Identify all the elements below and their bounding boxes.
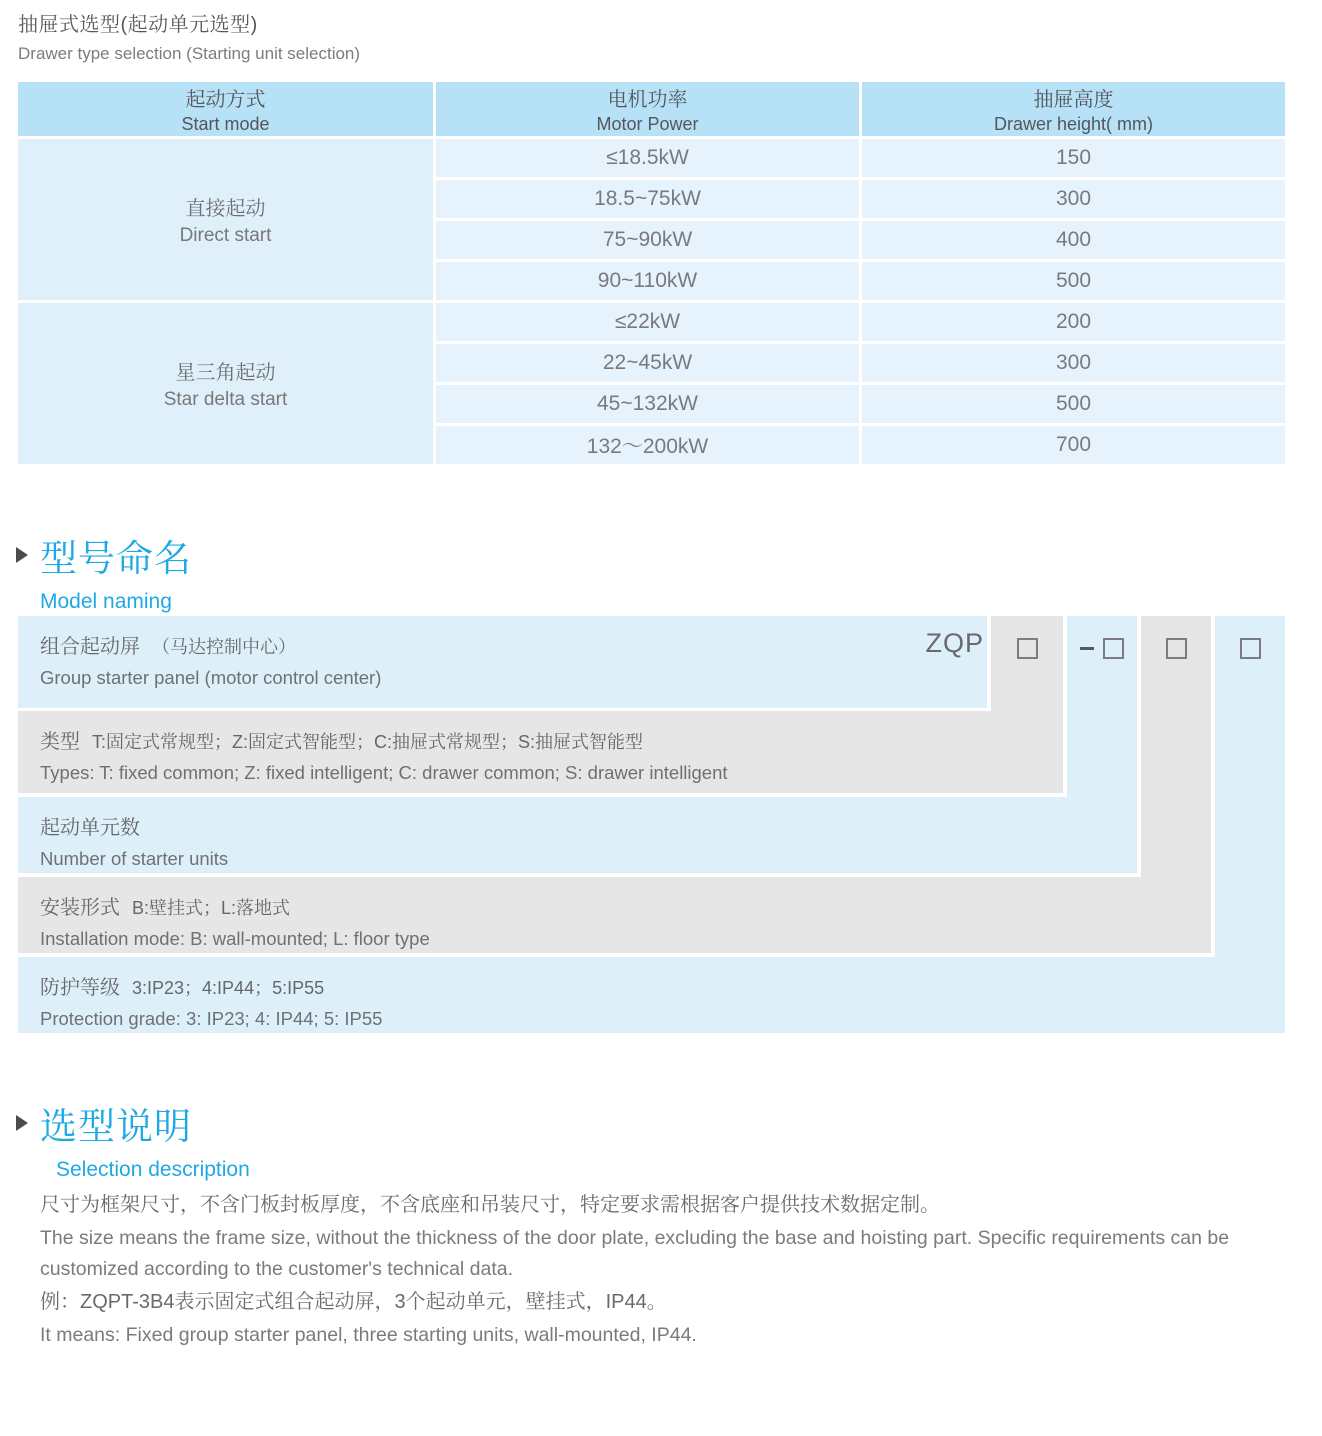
mode-cell-direct-start	[18, 139, 433, 300]
naming-installation-cn-detail: B:壁挂式；L:落地式	[132, 898, 291, 918]
height-cell: 700	[862, 426, 1285, 464]
naming-protection-en: Protection grade: 3: IP23; 4: IP44; 5: IP55	[40, 1008, 383, 1029]
height-cell: 150	[862, 139, 1285, 177]
mode-star-delta-cn: 星三角起动	[175, 362, 276, 384]
mode-star-delta-en: Star delta start	[163, 389, 288, 410]
power-cell: ≤22kW	[436, 303, 859, 341]
naming-type-en: Types: T: fixed common; Z: fixed intelligent; C: drawer common; S: drawer intelligent	[40, 762, 728, 783]
dash-icon	[1080, 647, 1094, 650]
model-digit-box-icon	[1166, 638, 1187, 659]
mode-direct-cn: 直接起动	[185, 198, 266, 220]
header-drawer-height-cn: 抽屉高度	[1033, 89, 1114, 111]
height-cell: 300	[862, 344, 1285, 382]
naming-type-cn-detail: T:固定式常规型；Z:固定式智能型；C:抽屉式常规型；S:抽屉式智能型	[92, 732, 644, 752]
power-cell: 45~132kW	[436, 385, 859, 423]
page-title	[18, 8, 360, 64]
naming-panel-cn: 组合起动屏	[40, 636, 140, 658]
drawer-selection-table	[18, 82, 1285, 464]
header-motor-power-en: Motor Power	[596, 114, 699, 134]
naming-type-cn: 类型	[40, 731, 80, 753]
header-drawer-height-en: Drawer height( mm)	[993, 114, 1154, 134]
selection-heading-cn: 选型说明	[40, 1106, 192, 1147]
mode-direct-en: Direct start	[179, 225, 272, 246]
section-arrow-icon	[16, 547, 28, 563]
example-cn: 例：ZQPT-3B4表示固定式组合起动屏，3个起动单元，壁挂式，IP44。	[40, 1291, 667, 1313]
height-cell: 200	[862, 303, 1285, 341]
dash-box-group	[1080, 638, 1124, 659]
naming-panel-en: Group starter panel (motor control center)	[40, 667, 382, 688]
selection-heading-en: Selection description	[56, 1158, 250, 1181]
naming-row-panel	[18, 616, 987, 708]
naming-row-type	[18, 711, 1063, 793]
naming-installation-cn: 安装形式	[40, 897, 120, 919]
selection-description-heading	[16, 1096, 250, 1182]
model-naming-heading-cn: 型号命名	[40, 538, 192, 579]
model-code: ZQP	[925, 628, 984, 658]
naming-protection-cn: 防护等级	[40, 977, 120, 999]
table-header-start-mode	[18, 82, 433, 136]
page-title-en: Drawer type selection (Starting unit selection)	[18, 44, 361, 63]
naming-panel-cn-detail: （马达控制中心）	[152, 637, 296, 657]
header-start-mode-en: Start mode	[181, 114, 270, 134]
model-digit-box-icon	[1103, 638, 1124, 659]
naming-units-cn: 起动单元数	[40, 817, 140, 839]
naming-protection-cn-detail: 3:IP23；4:IP44；5:IP55	[132, 978, 325, 998]
height-cell: 500	[862, 262, 1285, 300]
section-arrow-icon	[16, 1115, 28, 1131]
height-cell: 500	[862, 385, 1285, 423]
header-start-mode-cn: 起动方式	[185, 89, 266, 111]
mode-cell-star-delta-start	[18, 303, 433, 464]
example-en: It means: Fixed group starter panel, three starting units, wall-mounted, IP44.	[40, 1324, 697, 1346]
naming-units-en: Number of starter units	[40, 848, 229, 869]
height-cell: 400	[862, 221, 1285, 259]
model-digit-box-icon	[1240, 638, 1261, 659]
power-cell: 22~45kW	[436, 344, 859, 382]
naming-row-protection	[18, 957, 1285, 1033]
table-header-drawer-height	[862, 82, 1285, 136]
selection-description	[40, 1190, 1292, 1353]
height-cell: 300	[862, 180, 1285, 218]
model-digit-box-icon	[1017, 638, 1038, 659]
table-header-motor-power	[436, 82, 859, 136]
model-naming-heading-en: Model naming	[40, 590, 172, 613]
model-naming-diagram	[18, 616, 1285, 1033]
description-cn: 尺寸为框架尺寸，不含门板封板厚度，不含底座和吊装尺寸，特定要求需根据客户提供技术数据定制。	[40, 1194, 940, 1216]
power-cell: 75~90kW	[436, 221, 859, 259]
naming-installation-en: Installation mode: B: wall-mounted; L: floor type	[40, 928, 430, 949]
power-cell: ≤18.5kW	[436, 139, 859, 177]
page-title-cn: 抽屉式选型(起动单元选型)	[18, 14, 258, 36]
description-en: The size means the frame size, without the thickness of the door plate, excluding the base and hoisting part. Specific requirements can be customized according to the customer's technical data.	[40, 1227, 1230, 1280]
power-cell: 18.5~75kW	[436, 180, 859, 218]
power-cell: 132～200kW	[436, 426, 859, 464]
naming-row-installation	[18, 877, 1211, 953]
model-naming-heading	[16, 528, 192, 614]
naming-row-units	[18, 797, 1137, 873]
header-motor-power-cn: 电机功率	[607, 89, 688, 111]
power-cell: 90~110kW	[436, 262, 859, 300]
